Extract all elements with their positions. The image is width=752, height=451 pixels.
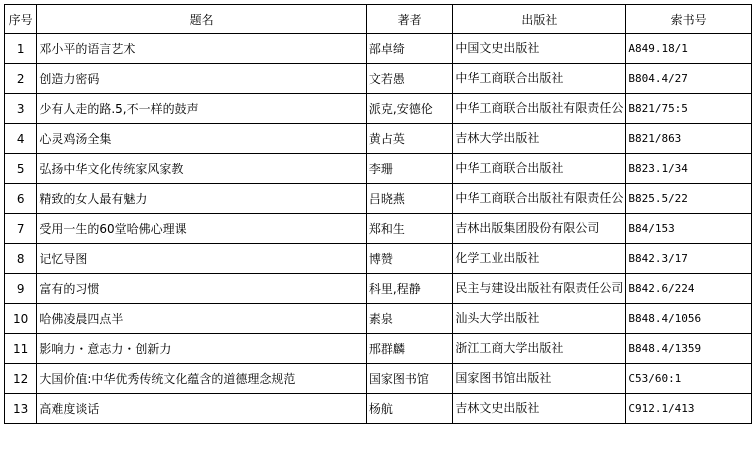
cell-call-number[interactable]: C53/60:1 bbox=[626, 364, 752, 394]
cell-title[interactable]: 富有的习惯 bbox=[37, 274, 367, 304]
cell-author[interactable]: 科里,程静 bbox=[366, 274, 452, 304]
cell-author[interactable]: 国家图书馆 bbox=[366, 364, 452, 394]
cell-publisher[interactable]: 汕头大学出版社 bbox=[453, 304, 626, 334]
table-row bbox=[5, 94, 752, 124]
cell-call-number[interactable]: B842.3/17 bbox=[626, 244, 752, 274]
cell-author[interactable]: 杨航 bbox=[366, 394, 452, 424]
header-author[interactable]: 著者 bbox=[366, 5, 452, 34]
cell-index[interactable]: 5 bbox=[5, 154, 37, 184]
cell-call-number[interactable]: B825.5/22 bbox=[626, 184, 752, 214]
table-row bbox=[5, 334, 752, 364]
cell-title[interactable]: 高难度谈话 bbox=[37, 394, 367, 424]
table-row bbox=[5, 154, 752, 184]
cell-call-number[interactable]: B848.4/1359 bbox=[626, 334, 752, 364]
cell-call-number[interactable]: B848.4/1056 bbox=[626, 304, 752, 334]
cell-call-number[interactable]: B821/75:5 bbox=[626, 94, 752, 124]
cell-index[interactable]: 11 bbox=[5, 334, 37, 364]
cell-index[interactable]: 13 bbox=[5, 394, 37, 424]
cell-title[interactable]: 哈佛凌晨四点半 bbox=[37, 304, 367, 334]
cell-index[interactable]: 10 bbox=[5, 304, 37, 334]
table-row bbox=[5, 364, 752, 394]
cell-author[interactable]: 黄占英 bbox=[366, 124, 452, 154]
header-title[interactable]: 题名 bbox=[37, 5, 367, 34]
cell-call-number[interactable]: C912.1/413 bbox=[626, 394, 752, 424]
cell-author[interactable]: 文若愚 bbox=[366, 64, 452, 94]
cell-publisher[interactable]: 民主与建设出版社有限责任公司 bbox=[453, 274, 626, 304]
cell-call-number[interactable]: A849.18/1 bbox=[626, 34, 752, 64]
cell-publisher[interactable]: 吉林文史出版社 bbox=[453, 394, 626, 424]
book-list-table bbox=[4, 4, 752, 424]
table-row bbox=[5, 244, 752, 274]
cell-publisher[interactable]: 浙江工商大学出版社 bbox=[453, 334, 626, 364]
cell-index[interactable]: 8 bbox=[5, 244, 37, 274]
cell-publisher[interactable]: 中华工商联合出版社有限责任公 bbox=[453, 94, 626, 124]
cell-publisher[interactable]: 中国文史出版社 bbox=[453, 34, 626, 64]
cell-index[interactable]: 9 bbox=[5, 274, 37, 304]
table-row bbox=[5, 304, 752, 334]
cell-call-number[interactable]: B804.4/27 bbox=[626, 64, 752, 94]
header-index[interactable]: 序号 bbox=[5, 5, 37, 34]
cell-title[interactable]: 心灵鸡汤全集 bbox=[37, 124, 367, 154]
cell-index[interactable]: 2 bbox=[5, 64, 37, 94]
cell-publisher[interactable]: 国家图书馆出版社 bbox=[453, 364, 626, 394]
cell-index[interactable]: 6 bbox=[5, 184, 37, 214]
cell-index[interactable]: 1 bbox=[5, 34, 37, 64]
cell-index[interactable]: 12 bbox=[5, 364, 37, 394]
table-row bbox=[5, 64, 752, 94]
cell-index[interactable]: 4 bbox=[5, 124, 37, 154]
cell-call-number[interactable]: B821/863 bbox=[626, 124, 752, 154]
header-call-number[interactable]: 索书号 bbox=[626, 5, 752, 34]
cell-author[interactable]: 派克,安德伦 bbox=[366, 94, 452, 124]
cell-author[interactable]: 邢群麟 bbox=[366, 334, 452, 364]
cell-publisher[interactable]: 中华工商联合出版社 bbox=[453, 64, 626, 94]
cell-title[interactable]: 弘扬中华文化传统家风家教 bbox=[37, 154, 367, 184]
header-publisher[interactable]: 出版社 bbox=[453, 5, 626, 34]
cell-title[interactable]: 影响力・意志力・创新力 bbox=[37, 334, 367, 364]
header-row bbox=[5, 5, 752, 34]
table-row bbox=[5, 124, 752, 154]
cell-author[interactable]: 李珊 bbox=[366, 154, 452, 184]
cell-author[interactable]: 郑和生 bbox=[366, 214, 452, 244]
cell-call-number[interactable]: B842.6/224 bbox=[626, 274, 752, 304]
cell-title[interactable]: 受用一生的60堂哈佛心理课 bbox=[37, 214, 367, 244]
cell-call-number[interactable]: B84/153 bbox=[626, 214, 752, 244]
table-row bbox=[5, 184, 752, 214]
table-row bbox=[5, 274, 752, 304]
cell-publisher[interactable]: 中华工商联合出版社有限责任公 bbox=[453, 184, 626, 214]
cell-call-number[interactable]: B823.1/34 bbox=[626, 154, 752, 184]
cell-publisher[interactable]: 化学工业出版社 bbox=[453, 244, 626, 274]
table-row bbox=[5, 394, 752, 424]
cell-publisher[interactable]: 吉林大学出版社 bbox=[453, 124, 626, 154]
cell-author[interactable]: 吕晓燕 bbox=[366, 184, 452, 214]
cell-author[interactable]: 部卓绮 bbox=[366, 34, 452, 64]
cell-title[interactable]: 记忆导图 bbox=[37, 244, 367, 274]
cell-title[interactable]: 创造力密码 bbox=[37, 64, 367, 94]
cell-title[interactable]: 精致的女人最有魅力 bbox=[37, 184, 367, 214]
cell-author[interactable]: 素泉 bbox=[366, 304, 452, 334]
cell-index[interactable]: 3 bbox=[5, 94, 37, 124]
cell-title[interactable]: 邓小平的语言艺术 bbox=[37, 34, 367, 64]
cell-title[interactable]: 大国价值:中华优秀传统文化蕴含的道德理念规范 bbox=[37, 364, 367, 394]
cell-title[interactable]: 少有人走的路.5,不一样的鼓声 bbox=[37, 94, 367, 124]
table-row bbox=[5, 214, 752, 244]
cell-publisher[interactable]: 吉林出版集团股份有限公司 bbox=[453, 214, 626, 244]
table-row bbox=[5, 34, 752, 64]
cell-publisher[interactable]: 中华工商联合出版社 bbox=[453, 154, 626, 184]
cell-index[interactable]: 7 bbox=[5, 214, 37, 244]
cell-author[interactable]: 博赞 bbox=[366, 244, 452, 274]
